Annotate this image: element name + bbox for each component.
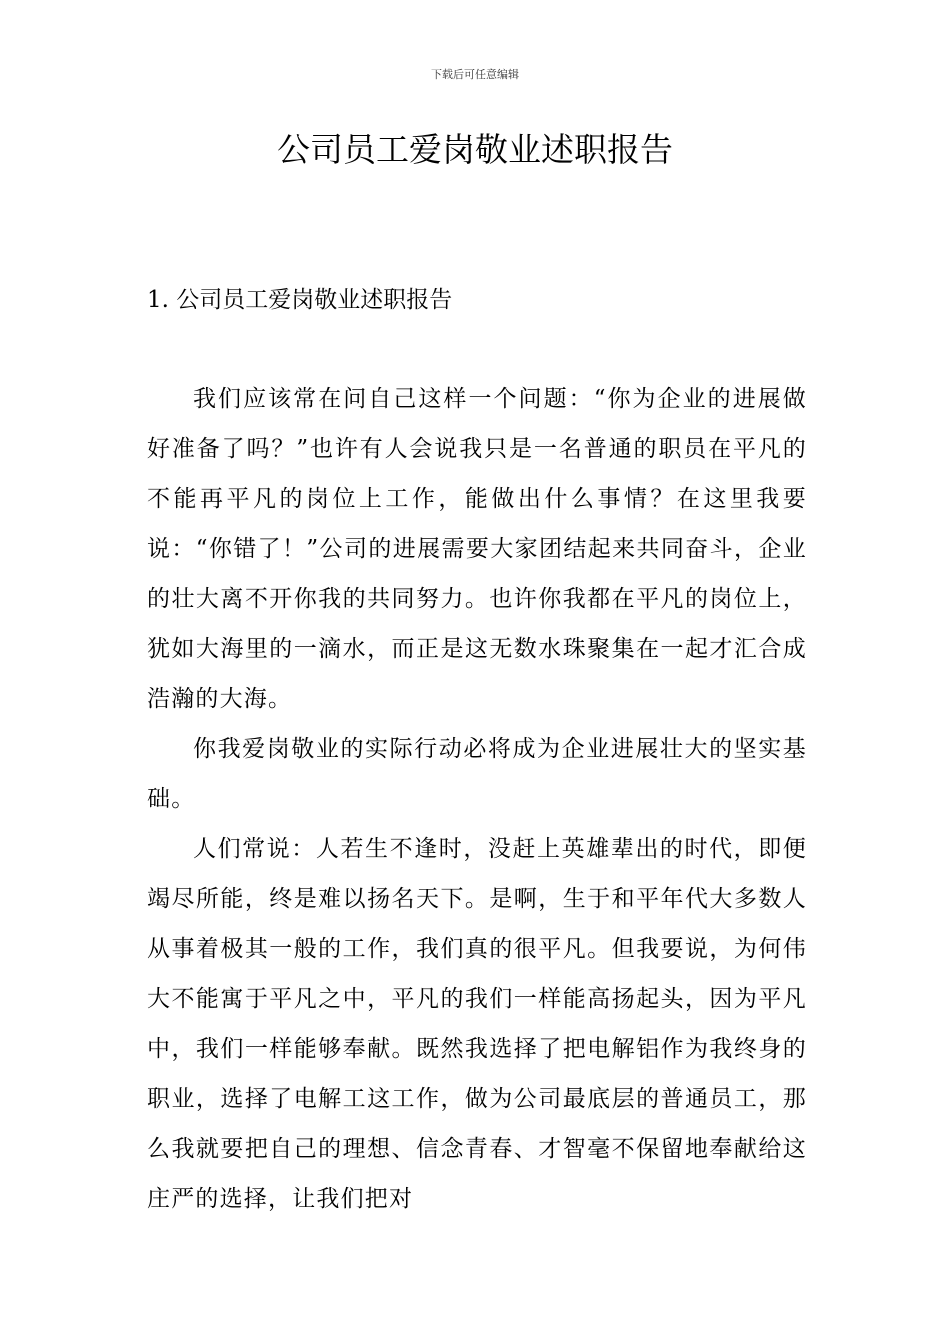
paragraph: 你我爱岗敬业的实际行动必将成为企业进展壮大的坚实基础。 bbox=[147, 736, 807, 812]
document-title: 公司员工爱岗敬业述职报告 bbox=[277, 130, 673, 169]
paragraph: 我们应该常在问自己这样一个问题：“你为企业的进展做好准备了吗？”也许有人会说我只是一名普通的职员在平凡的不能再平凡的岗位上工作，能做出什么事情？在这里我要说：“你错了！”公司的进展需要大家团结起来共同奋斗，企业的壮大离不开你我的共同努力。也许你我都在平凡的岗位上，犹如大海里的一滴水，而正是这无数水珠聚集在一起才汇合成浩瀚的大海。 bbox=[147, 386, 807, 712]
header-note: 下载后可任意编辑 bbox=[431, 68, 519, 81]
body-text bbox=[147, 374, 807, 1224]
paragraph: 人们常说：人若生不逢时，没赶上英雄辈出的时代，即便竭尽所能，终是难以扬名天下。是啊，生于和平年代大多数人从事着极其一般的工作，我们真的很平凡。但我要说，为何伟大不能寓于平凡之中，平凡的我们一样能高扬起头，因为平凡中，我们一样能够奉献。既然我选择了把电解铝作为我终身的职业，选择了电解工这工作，做为公司最底层的普通员工，那么我就要把自己的理想、信念青春、才智毫不保留地奉献给这庄严的选择，让我们把对 bbox=[147, 836, 807, 1212]
section-heading: 1. 公司员工爱岗敬业述职报告 bbox=[147, 287, 453, 313]
